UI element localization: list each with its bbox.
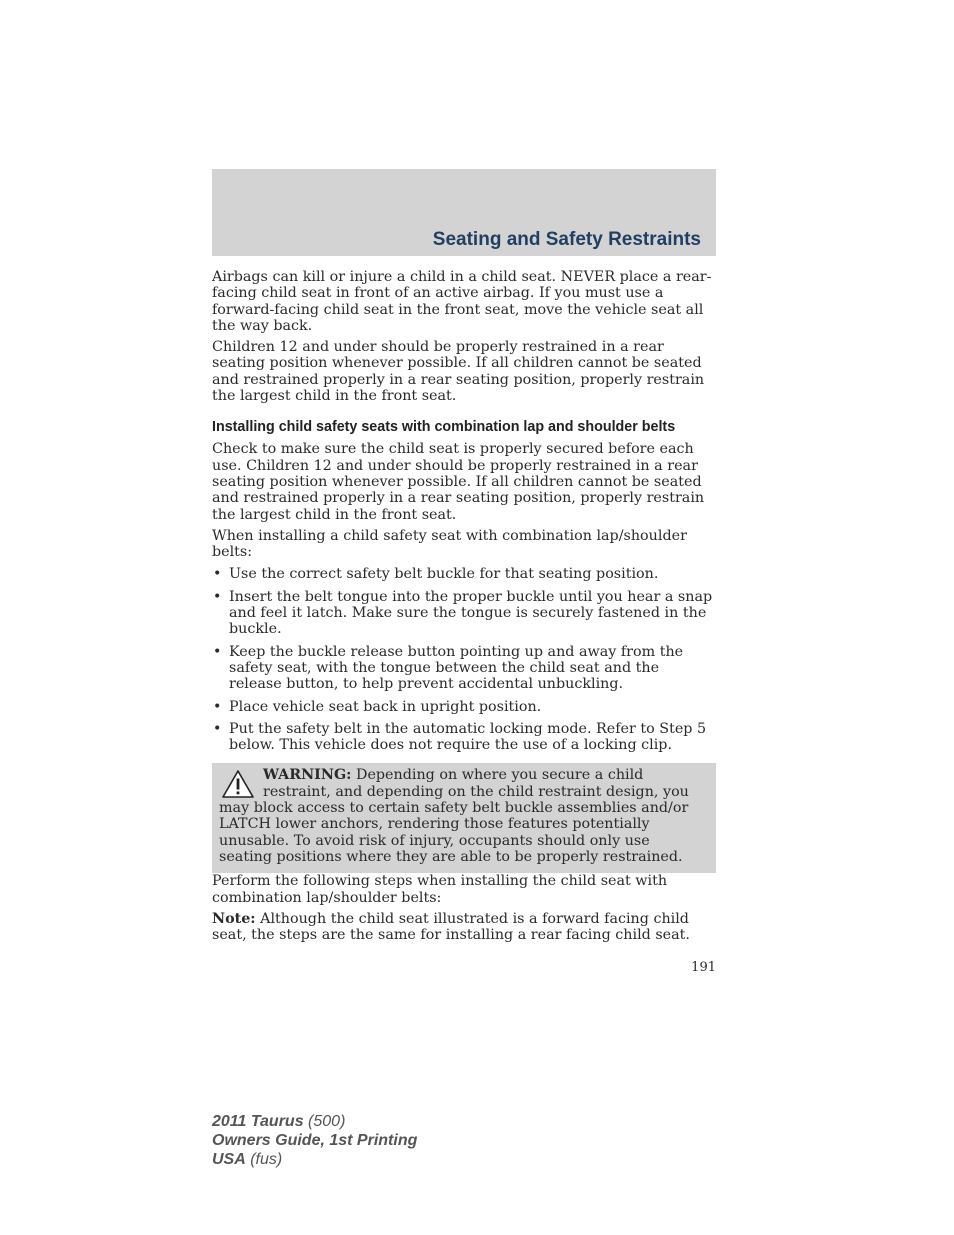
list-item [212,644,716,693]
warning-label: WARNING: [263,767,352,784]
bullet-mark: • [213,698,222,715]
footer-model: 2011 Taurus [212,1113,304,1130]
body-paragraph: When installing a child safety seat with combination lap/shoulder belts: [212,527,687,561]
instruction-list [212,566,716,753]
bullet-mark: • [213,566,222,583]
list-item-text: Insert the belt tongue into the proper buckle until you hear a snap and feel it latch. Make sure the tongue is securely fastened in the buckle. [229,588,713,638]
footer-region-code: (fus) [245,1151,283,1168]
page-content [212,269,716,948]
bullet-mark: • [213,720,222,737]
section-title: Seating and Safety Restraints [432,229,701,250]
note-paragraph [212,911,716,944]
body-paragraph: Perform the following steps when installing the child seat with combination lap/shoulder belts: [212,873,668,906]
footer-line-region [212,1150,417,1169]
page-number: 191 [691,960,716,975]
list-item-text: Place vehicle seat back in upright position. [229,698,542,715]
footer-line-model [212,1112,417,1131]
footer-line-guide [212,1131,417,1150]
bullet-mark: • [213,643,222,660]
list-item [212,589,716,638]
subsection-heading: Installing child safety seats with combination lap and shoulder belts [212,419,676,436]
list-item-text: Keep the buckle release button pointing up and away from the safety seat, with the tongue between the child seat and the release button, to help prevent accidental unbuckling. [229,643,684,693]
section-header-band [212,169,716,256]
warning-text: Depending on where you secure a child restraint, and depending on the child restraint design, you may block access to certain safety belt buckle assemblies and/or LATCH lower anchors, rendering those features potentially unusable. To avoid risk of injury, occupants should only use seating positions where they are able to be properly restrained. [219,767,689,865]
list-item-text: Put the safety belt in the automatic locking mode. Refer to Step 5 below. This vehicle does not require the use of a locking clip. [229,720,707,754]
note-text: Although the child seat illustrated is a forward facing child seat, the steps are the same for installing a rear facing child seat. [212,910,690,944]
warning-triangle-icon [221,769,255,799]
list-item [212,566,716,582]
note-label: Note: [212,910,256,927]
body-paragraph: Children 12 and under should be properly restrained in a rear seating position whenever possible. If all children cannot be seated and restrained properly in a rear seating position, properly restrain the largest child in the front seat. [212,339,705,405]
footer-region: USA [212,1151,246,1168]
bullet-mark: • [213,588,222,605]
body-paragraph: Airbags can kill or injure a child in a child seat. NEVER place a rear-facing child seat in front of an active airbag. If you must use a forward-facing child seat in the front seat, move the vehicle seat all the way back. [212,269,712,334]
list-item-text: Use the correct safety belt buckle for that seating position. [229,566,659,583]
document-footer [212,1112,417,1169]
body-paragraph: Check to make sure the child seat is properly secured before each use. Children 12 and under should be properly restrained in a rear seating position whenever possible. If all children cannot be seated and restrained properly in a rear seating position, properly restrain the largest child in the front seat. [212,441,705,523]
footer-model-code: (500) [303,1113,346,1130]
footer-guide: Owners Guide, 1st Printing [212,1132,418,1149]
list-item [212,699,716,715]
warning-box [212,763,716,873]
list-item [212,721,716,754]
